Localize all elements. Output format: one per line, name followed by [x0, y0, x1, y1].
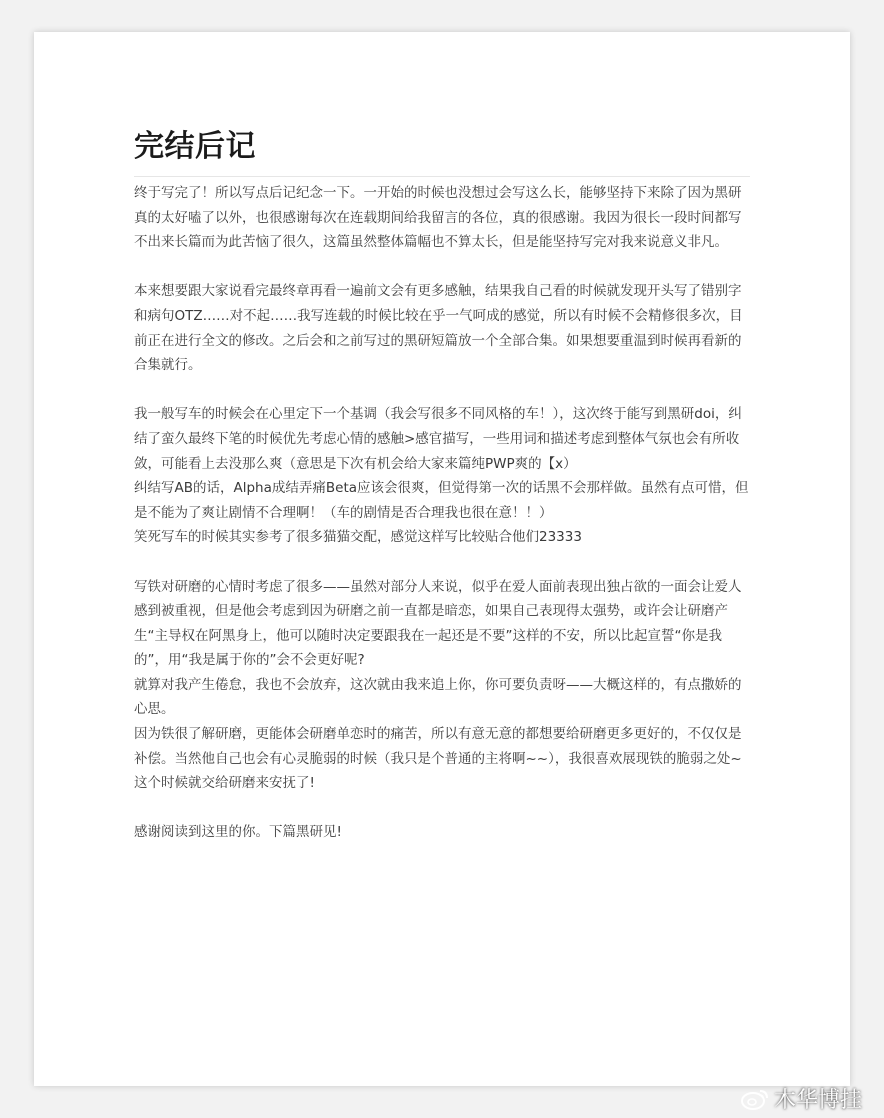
paragraph-block-3	[134, 402, 750, 550]
page-title: 完结后记	[134, 124, 750, 177]
paragraph: 终于写完了！所以写点后记纪念一下。一开始的时候也没想过会写这么长，能够坚持下来除了因为黑研真的太好嗑了以外，也很感谢每次在连载期间给我留言的各位，真的很感谢。我因为很长一段时间都写不出来长篇而为此苦恼了很久，这篇虽然整体篇幅也不算太长，但是能坚持写完对我来说意义非凡。	[134, 185, 742, 251]
paragraph: 写铁对研磨的心情时考虑了很多——虽然对部分人来说，似乎在爱人面前表现出独占欲的一面会让爱人感到被重视，但是他会考虑到因为研磨之前一直都是暗恋，如果自己表现得太强势，或许会让研磨产生“主导权在阿黑身上，他可以随时决定要跟我在一起还是不要”这样的不安，所以比起宣誓“你是我的”，用“我是属于你的”会不会更好呢?	[134, 578, 742, 669]
paragraph-block-2	[134, 279, 750, 377]
paragraph-block-1	[134, 181, 750, 255]
paragraph: 本来想要跟大家说看完最终章再看一遍前文会有更多感触，结果我自己看的时候就发现开头写了错别字和病句OTZ……对不起……我写连载的时候比较在乎一气呵成的感觉，所以有时候不会精修很多次，目前正在进行全文的修改。之后会和之前写过的黑研短篇放一个全部合集。如果想要重温到时候再看新的合集就行。	[134, 283, 743, 374]
paragraph: 笑死写车的时候其实参考了很多猫猫交配，感觉这样写比较贴合他们23333	[134, 529, 582, 546]
paragraph-gap	[134, 255, 750, 280]
paragraph-block-5	[134, 820, 750, 845]
paragraph: 感谢阅读到这里的你。下篇黑研见!	[134, 824, 342, 841]
document-content	[134, 124, 750, 845]
paragraph: 因为铁很了解研磨，更能体会研磨单恋时的痛苦，所以有意无意的都想要给研磨更多更好的，不仅仅是补偿。当然他自己也会有心灵脆弱的时候（我只是个普通的主将啊~~），我很喜欢展现铁的脆弱之处~这个时候就交给研磨来安抚了!	[134, 726, 742, 792]
paragraph: 就算对我产生倦怠，我也不会放弃，这次就由我来追上你，你可要负责呀——大概这样的，有点撒娇的心思。	[134, 676, 742, 718]
paragraph: 我一般写车的时候会在心里定下一个基调（我会写很多不同风格的车！），这次终于能写到黑研doi，纠结了蛮久最终下笔的时候优先考虑心情的感触>感官描写，一些用词和描述考虑到整体气氛也会有所收敛，可能看上去没那么爽（意思是下次有机会给大家来篇纯PWP爽的【x）	[134, 406, 742, 472]
watermark-text: 木华博挂	[773, 1088, 862, 1113]
paragraph: 纠结写AB的话，Alpha成结弄痛Beta应该会很爽，但觉得第一次的话黑不会那样做。虽然有点可惜，但是不能为了爽让剧情不合理啊！（车的剧情是否合理我也很在意！！）	[134, 480, 749, 521]
watermark	[740, 1083, 862, 1114]
weibo-icon	[740, 1087, 770, 1111]
document-page	[34, 32, 850, 1086]
paragraph-block-4	[134, 575, 750, 796]
paragraph-gap	[134, 550, 750, 575]
paragraph-gap	[134, 796, 750, 821]
paragraph-gap	[134, 378, 750, 403]
